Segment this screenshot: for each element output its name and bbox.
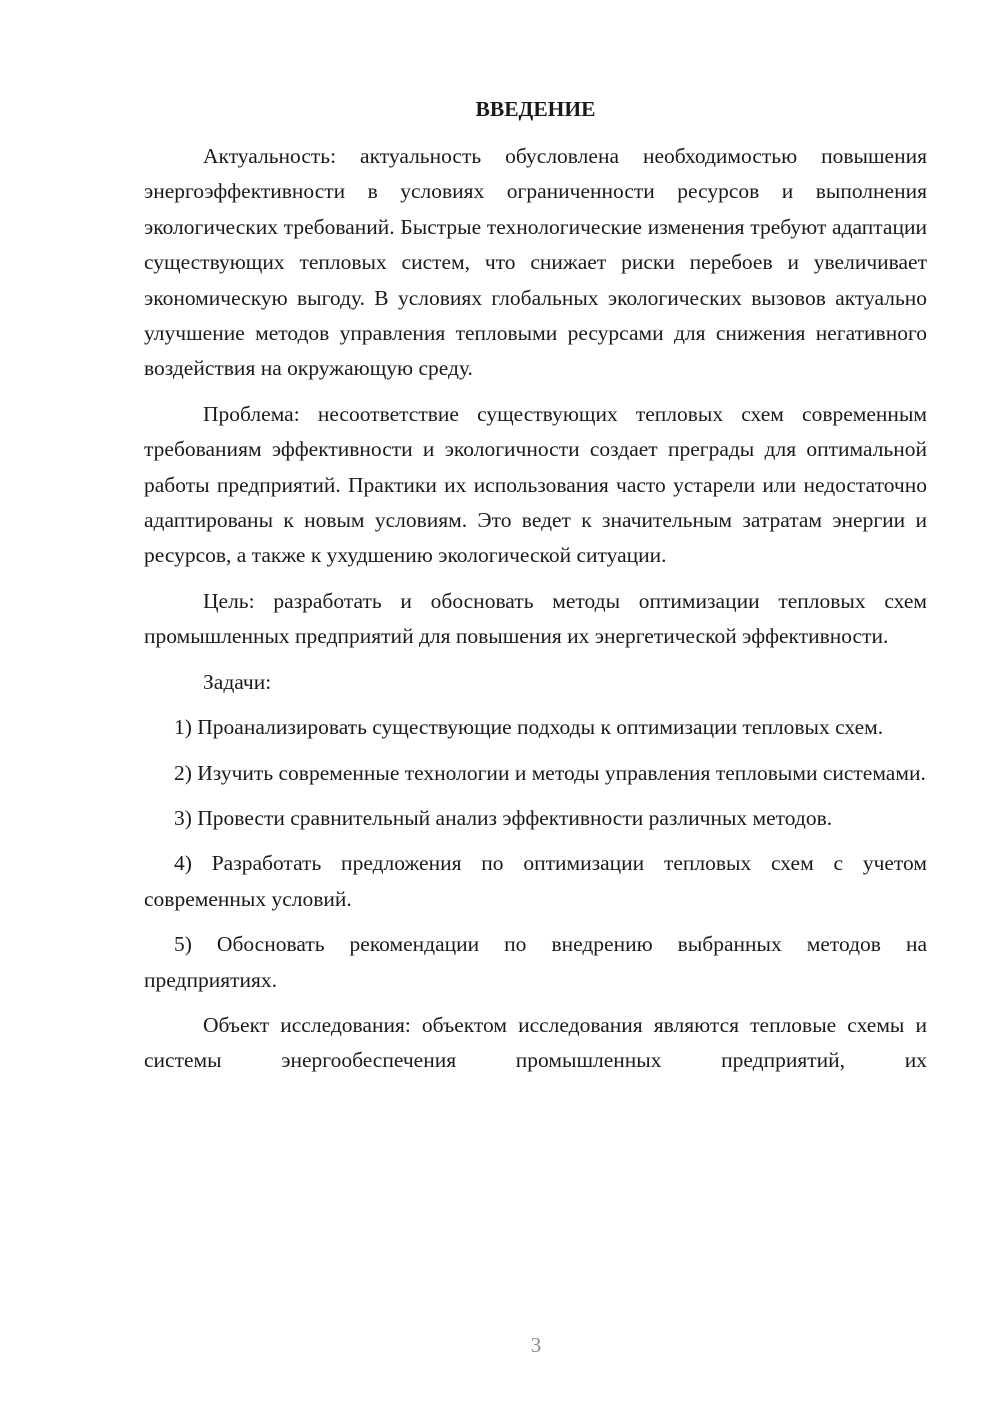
task-item: 2) Изучить современные технологии и методы управления тепловыми системами. <box>174 760 926 785</box>
document-page <box>144 92 927 1089</box>
task-item: 4) Разработать предложения по оптимизации тепловых схем с учетом современных условий. <box>144 851 927 911</box>
paragraph-relevance: Актуальность: актуальность обусловлена необходимостью повышения энергоэффективности в условиях ограниченности ресурсов и выполнения экологических требований. Быстрые технологические изменения требуют адаптации существующих тепловых систем, что снижает риски перебоев и увеличивает экономическую выгоду. В условиях глобальных экологических вызовов актуально улучшение методов управления тепловыми ресурсами для снижения негативного воздействия на окружающую среду. <box>144 144 927 381</box>
task-item: 3) Провести сравнительный анализ эффективности различных методов. <box>174 805 833 830</box>
task-item: 5) Обосновать рекомендации по внедрению выбранных методов на предприятиях. <box>144 932 927 992</box>
section-title: ВВЕДЕНИЕ <box>475 97 596 121</box>
page-number: 3 <box>530 1333 542 1357</box>
task-item: 1) Проанализировать существующие подходы к оптимизации тепловых схем. <box>174 715 884 740</box>
paragraph-goal: Цель: разработать и обосновать методы оптимизации тепловых схем промышленных предприятий для повышения их энергетической эффективности. <box>144 588 927 649</box>
paragraph-object: Объект исследования: объектом исследования являются тепловые схемы и системы энергообеспечения промышленных предприятий, их <box>144 1012 927 1073</box>
paragraph-problem: Проблема: несоответствие существующих тепловых схем современным требованиям эффективности и экологичности создает преграды для оптимальной работы предприятий. Практики их использования часто устарели или недостаточно адаптированы к новым условиям. Это ведет к значительным затратам энергии и ресурсов, а также к ухудшению экологической ситуации. <box>144 401 927 568</box>
paragraph-tasks-heading: Задачи: <box>203 669 272 694</box>
